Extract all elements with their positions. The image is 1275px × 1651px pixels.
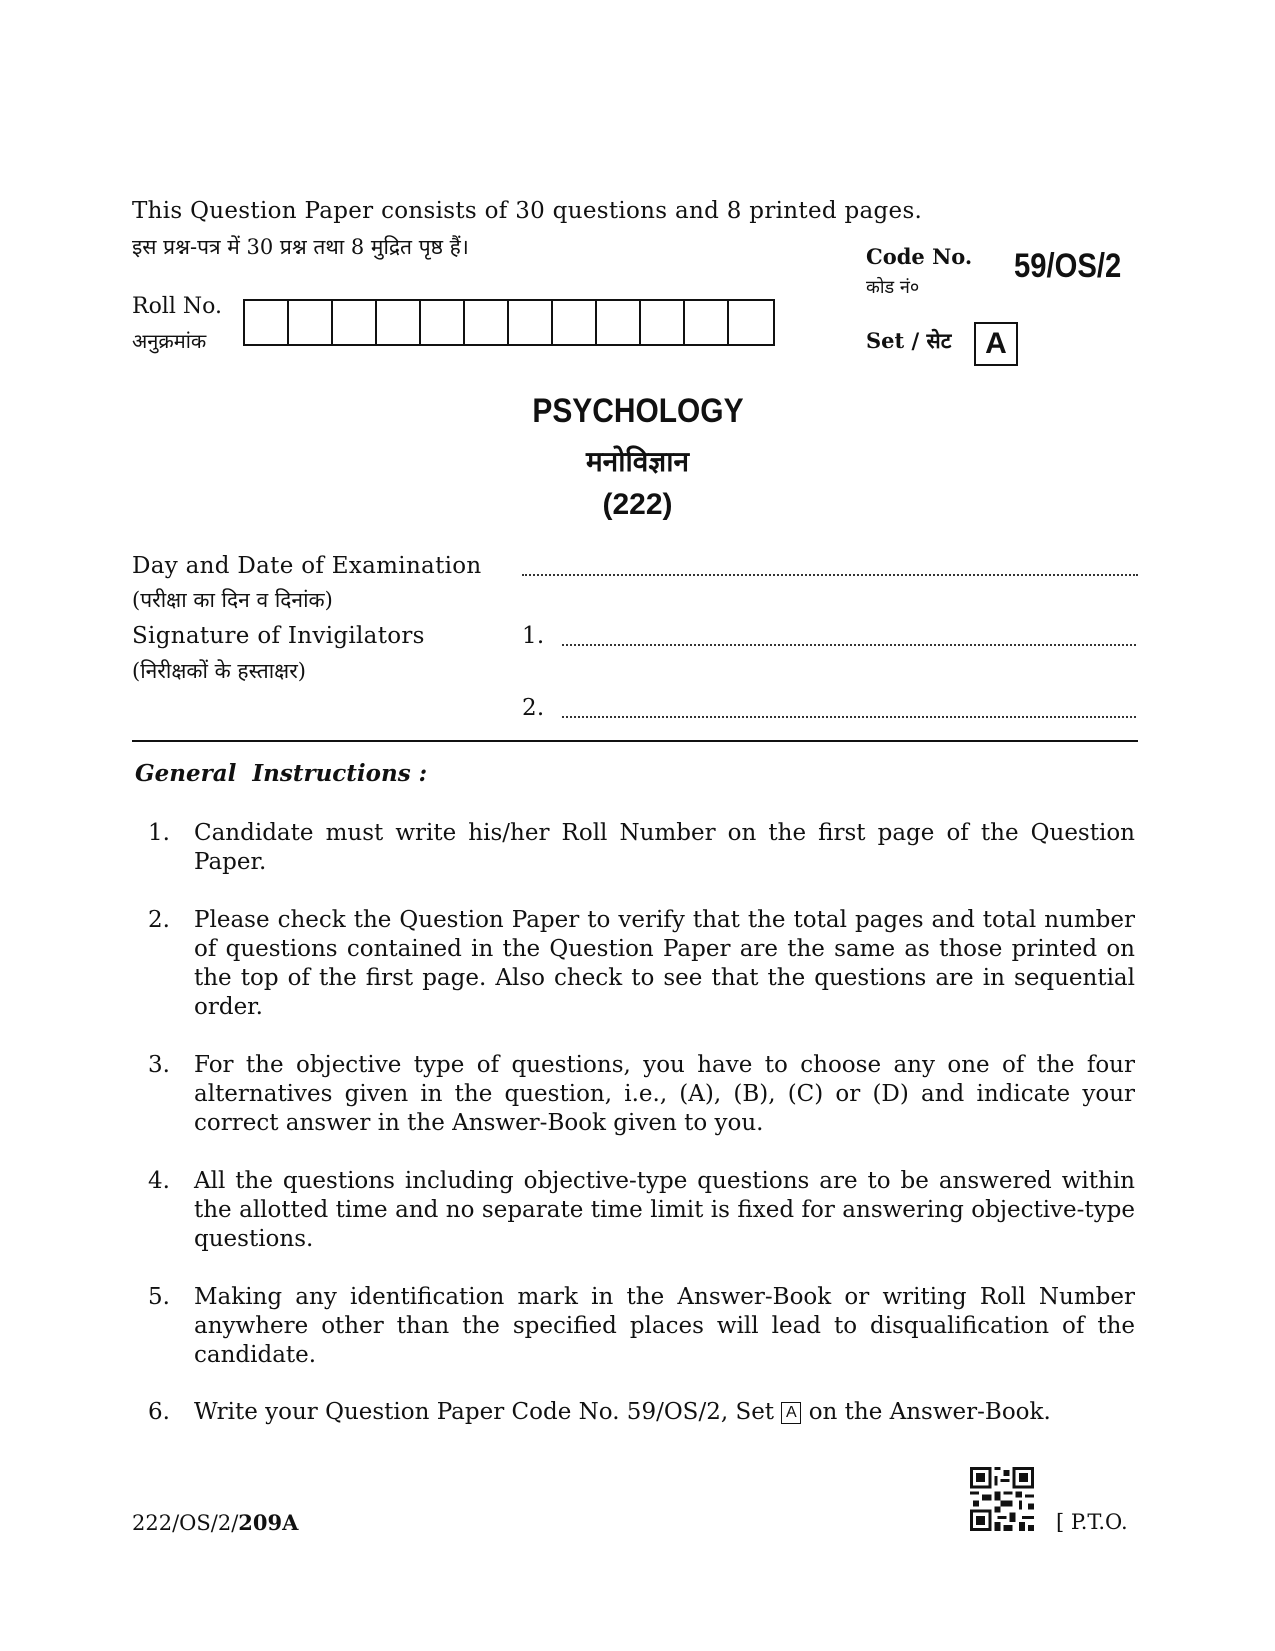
code-label: Code No. <box>866 244 973 269</box>
roll-digit-box[interactable] <box>641 301 685 344</box>
roll-digit-box[interactable] <box>333 301 377 344</box>
instruction-item <box>140 1283 1135 1370</box>
instruction-item <box>140 1167 1135 1254</box>
instruction-text: All the questions including objective-type questions are to be answered within the allotted time and no separate time limit is fixed for answering objective-type questions. <box>194 1168 1135 1252</box>
instruction-text-after: on the Answer-Book. <box>808 1399 1051 1425</box>
instructions-heading: General Instructions : <box>135 760 428 787</box>
instruction-item <box>140 1398 1135 1427</box>
paper-info-en: This Question Paper consists of 30 questions and 8 printed pages. <box>132 198 923 224</box>
signature-2-number: 2. <box>522 695 545 721</box>
instruction-number: 5. <box>148 1284 170 1310</box>
roll-digit-box[interactable] <box>289 301 333 344</box>
signature-1-number: 1. <box>522 623 545 649</box>
subject-code: (222) <box>602 488 673 521</box>
instruction-text-before: Write your Question Paper Code No. 59/OS/2, Set <box>194 1399 775 1425</box>
roll-digit-box[interactable] <box>729 301 773 344</box>
exam-date-field[interactable] <box>522 574 1138 576</box>
exam-date-label: Day and Date of Examination <box>132 553 482 579</box>
instruction-number: 4. <box>148 1168 170 1194</box>
qr-code-icon <box>970 1467 1034 1531</box>
paper-info-hi: इस प्रश्न-पत्र में 30 प्रश्न तथा 8 मुद्रित पृष्ठ हैं। <box>132 235 469 259</box>
invigilator-signature-label-hi: (निरीक्षकों के हस्ताक्षर) <box>132 659 306 683</box>
roll-label: Roll No. <box>132 294 222 319</box>
subject-title-text: PSYCHOLOGY <box>531 392 744 430</box>
pto-label: [ P.T.O. <box>1056 1510 1128 1534</box>
set-label: Set / सेट <box>866 328 952 353</box>
subject-title <box>0 392 1275 431</box>
exam-date-label-hi: (परीक्षा का दिन व दिनांक) <box>132 588 333 612</box>
footer-code-bold: 209A <box>238 1510 299 1535</box>
instruction-text <box>194 1398 1135 1427</box>
subject-title-hi: मनोविज्ञान <box>585 445 690 478</box>
set-box: A <box>974 322 1018 366</box>
instruction-item <box>140 1051 1135 1138</box>
signature-1-field[interactable] <box>562 644 1136 646</box>
instruction-number: 1. <box>148 820 170 846</box>
code-number: 59/OS/2 <box>1014 247 1122 285</box>
roll-digit-box[interactable] <box>509 301 553 344</box>
code-label-hi: कोड नं० <box>866 277 920 298</box>
roll-digit-box[interactable] <box>685 301 729 344</box>
header-divider <box>132 740 1138 742</box>
roll-digit-box[interactable] <box>377 301 421 344</box>
instruction-number: 2. <box>148 907 170 933</box>
invigilator-signature-label: Signature of Invigilators <box>132 623 425 649</box>
footer-code-prefix: 222/OS/2/ <box>132 1511 239 1535</box>
instruction-text: Candidate must write his/her Roll Number on the first page of the Question Paper. <box>194 820 1135 875</box>
instruction-item <box>140 819 1135 877</box>
footer-code <box>132 1510 298 1535</box>
instruction-text: Please check the Question Paper to verify that the total pages and total number of questions contained in the Question Paper are the same as those printed on the top of the first page. Also check to see that the questions are in sequential order. <box>194 907 1135 1020</box>
roll-digit-box[interactable] <box>421 301 465 344</box>
instruction-item <box>140 906 1135 1022</box>
instruction-number: 3. <box>148 1052 170 1078</box>
roll-digit-box[interactable] <box>465 301 509 344</box>
instruction-number: 6. <box>148 1399 170 1425</box>
roll-digit-box[interactable] <box>597 301 641 344</box>
roll-digit-box[interactable] <box>553 301 597 344</box>
roll-number-boxes[interactable] <box>243 299 775 346</box>
roll-digit-box[interactable] <box>245 301 289 344</box>
instruction-text: Making any identification mark in the Answer-Book or writing Roll Number anywhere other than the specified places will lead to disqualification of the candidate. <box>194 1284 1135 1368</box>
roll-label-hi: अनुक्रमांक <box>132 329 207 353</box>
instruction-text: For the objective type of questions, you have to choose any one of the four alternatives given in the question, i.e., (A), (B), (C) or (D) and indicate your correct answer in the Answer-Book given to you. <box>194 1052 1135 1136</box>
set-mini-box: A <box>781 1402 801 1424</box>
signature-2-field[interactable] <box>562 716 1136 718</box>
